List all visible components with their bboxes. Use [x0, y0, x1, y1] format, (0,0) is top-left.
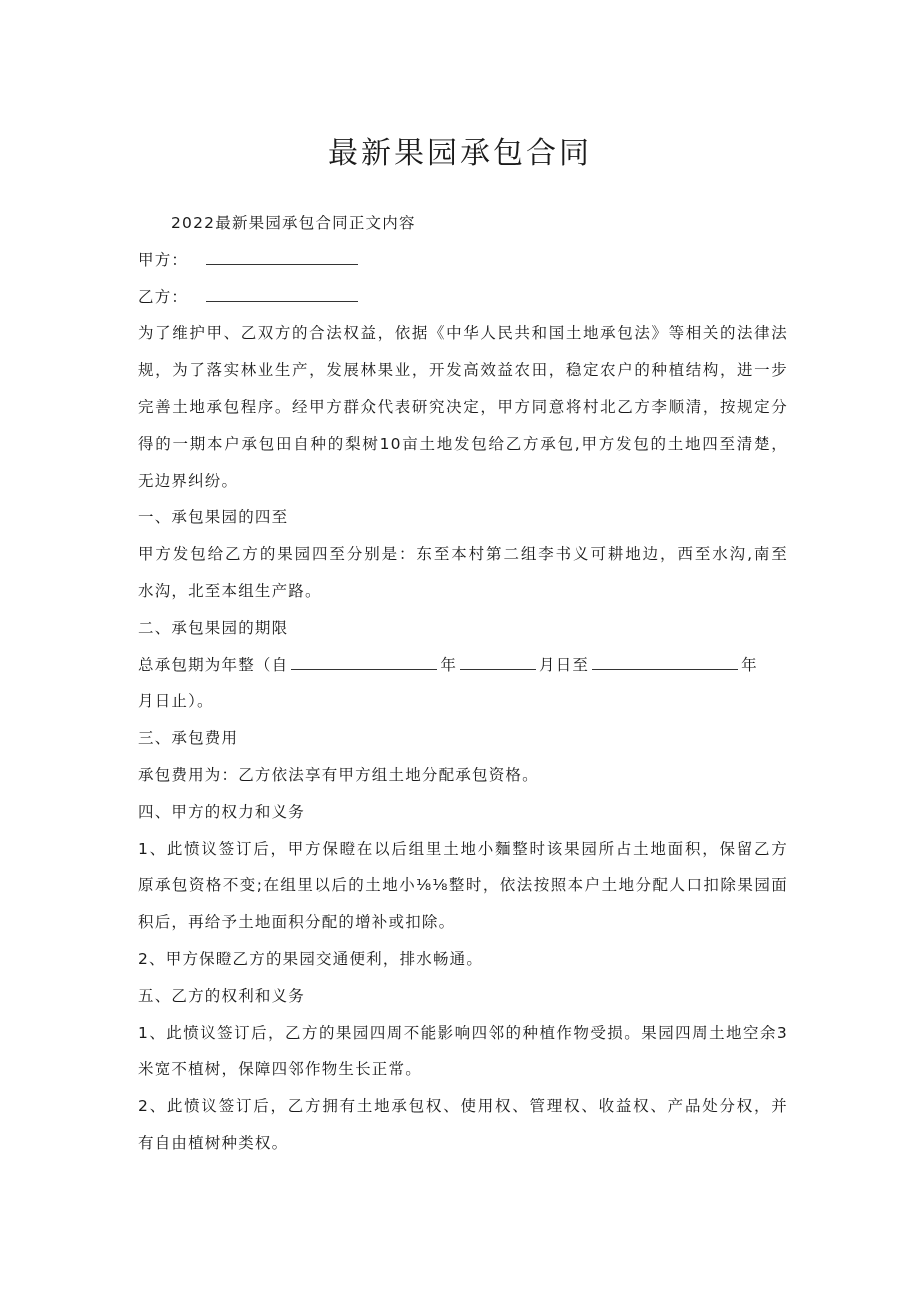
party-b-blank[interactable] [206, 283, 358, 302]
document-title: 最新果园承包合同 [328, 136, 592, 171]
party-a-blank[interactable] [206, 246, 358, 265]
start-month-day-blank[interactable] [460, 651, 536, 670]
section-5-item-1-line: 1、此愤议签订后，乙方的果园四周不能影响四邻的种植作物受损。果园四周土地空余3 [138, 1023, 788, 1042]
section-2-heading: 二、承包果园的期限 [138, 618, 289, 637]
section-4-item-1-line: 1、此愤议签订后，甲方保瞪在以后组里土地小麵整时该果园所占土地面积，保留乙方 [138, 839, 788, 858]
party-b-line [138, 279, 788, 316]
preamble-line: 规，为了落实林业生产，发展林果业，开发高效益农田，稳定农户的种植结构，进一步 [138, 361, 788, 380]
section-3-heading: 三、承包费用 [138, 729, 239, 748]
section-5-item-1-line: 米宽不植树，保障四邻作物生长正常。 [138, 1060, 422, 1079]
section-1-heading: 一、承包果园的四至 [138, 508, 289, 527]
section-5-item-2-line: 2、此愤议签订后，乙方拥有土地承包权、使用权、管理权、收益权、产品处分权，并 [138, 1097, 788, 1116]
section-2-line: 月日止）。 [138, 692, 214, 711]
section-1-line: 水沟，北至本组生产路。 [138, 581, 322, 600]
section-4-item-1-line: 原承包资格不变;在组里以后的土地小⅛⅛整时，依法按照本户土地分配人口扣除果园面 [138, 876, 788, 895]
section-4-item-1-line: 积后，再给予土地面积分配的增补或扣除。 [138, 913, 456, 932]
preamble-line: 无边界纠纷。 [138, 471, 239, 490]
party-b-label: 乙方： [138, 287, 189, 306]
section-5-item-2-line: 有自由植树种类权。 [138, 1133, 289, 1152]
section-3-line: 承包费用为：乙方依法享有甲方组土地分配承包资格。 [138, 765, 539, 784]
term-year-1: 年 [440, 655, 458, 674]
term-month-day-to: 月日至 [539, 655, 590, 674]
start-year-blank[interactable] [291, 651, 437, 670]
term-year-2: 年 [741, 655, 758, 674]
document-subtitle: 2022最新果园承包合同正文内容 [171, 214, 416, 232]
section-1-line: 甲方发包给乙方的果园四至分别是：东至本村第二组李书义可耕地边，西至水沟,南至 [138, 545, 788, 564]
preamble-line: 为了维护甲、乙双方的合法权益，依据《中华人民共和国土地承包法》等相关的法律法 [138, 324, 788, 343]
party-a-line [138, 242, 788, 279]
end-year-blank[interactable] [592, 651, 738, 670]
section-4-item-2: 2、甲方保瞪乙方的果园交通便利，排水畅通。 [138, 949, 484, 968]
section-5-heading: 五、乙方的权利和义务 [138, 986, 306, 1005]
term-prefix: 总承包期为年整（自 [138, 655, 289, 674]
document-body [138, 205, 788, 1162]
party-a-label: 甲方： [138, 250, 189, 269]
preamble-line: 完善土地承包程序。经甲方群众代表研究决定，甲方同意将村北乙方李顺清，按规定分 [138, 397, 788, 416]
section-4-heading: 四、甲方的权力和义务 [138, 802, 306, 821]
section-2-term-line [138, 647, 788, 684]
preamble-line: 得的一期本户承包田自种的梨树10亩土地发包给乙方承包,甲方发包的土地四至清楚， [138, 434, 788, 453]
